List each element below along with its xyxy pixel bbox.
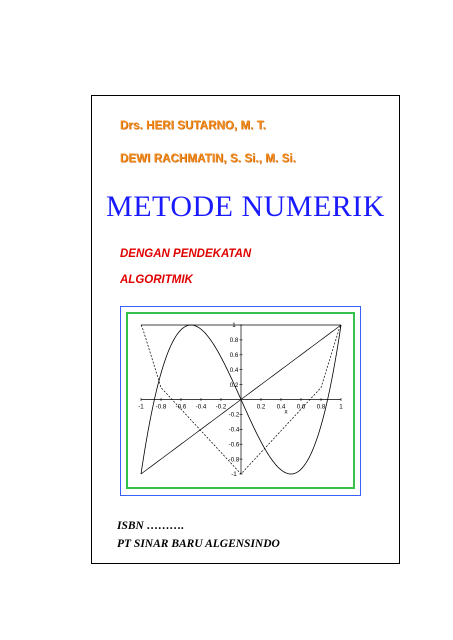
chebyshev-chart bbox=[128, 314, 353, 487]
x-axis-label: x bbox=[284, 408, 288, 416]
y-tick-label: 0.8 bbox=[229, 337, 239, 345]
publisher-text: PT SINAR BARU ALGENSINDO bbox=[117, 538, 280, 550]
subtitle-line-1: DENGAN PENDEKATAN bbox=[120, 248, 252, 260]
y-tick-label: -0.6 bbox=[228, 441, 240, 449]
y-tick-label: 0.2 bbox=[229, 381, 239, 389]
x-tick-label: -0.8 bbox=[155, 403, 167, 411]
x-tick-label: 0.6 bbox=[296, 403, 306, 411]
x-tick-label: 0.2 bbox=[256, 403, 266, 411]
y-tick-label: 1 bbox=[232, 322, 236, 330]
book-title: METODE NUMERIK bbox=[106, 190, 385, 223]
y-tick-label: -0.8 bbox=[228, 456, 240, 464]
x-tick-label: 0.4 bbox=[276, 403, 286, 411]
y-tick-label: -0.2 bbox=[228, 411, 240, 419]
y-tick-label: -0.4 bbox=[228, 426, 240, 434]
x-tick-label: -1 bbox=[138, 403, 144, 411]
y-tick-label: -1 bbox=[231, 471, 237, 479]
x-tick-label: 0.8 bbox=[316, 403, 326, 411]
x-tick-label: -0.6 bbox=[175, 403, 187, 411]
author-1: Drs. HERI SUTARNO, M. T. bbox=[120, 120, 266, 132]
x-tick-label: -0.2 bbox=[215, 403, 227, 411]
book-cover bbox=[91, 95, 400, 564]
author-2: DEWI RACHMATIN, S. Si., M. Si. bbox=[120, 153, 296, 165]
x-tick-label: 1 bbox=[339, 403, 343, 411]
x-tick-label: -0.4 bbox=[195, 403, 207, 411]
isbn-text: ISBN ………. bbox=[117, 520, 185, 532]
y-tick-label: 0.6 bbox=[229, 352, 239, 359]
y-tick-label: 0.4 bbox=[229, 366, 239, 374]
subtitle-line-2: ALGORITMIK bbox=[120, 274, 193, 286]
